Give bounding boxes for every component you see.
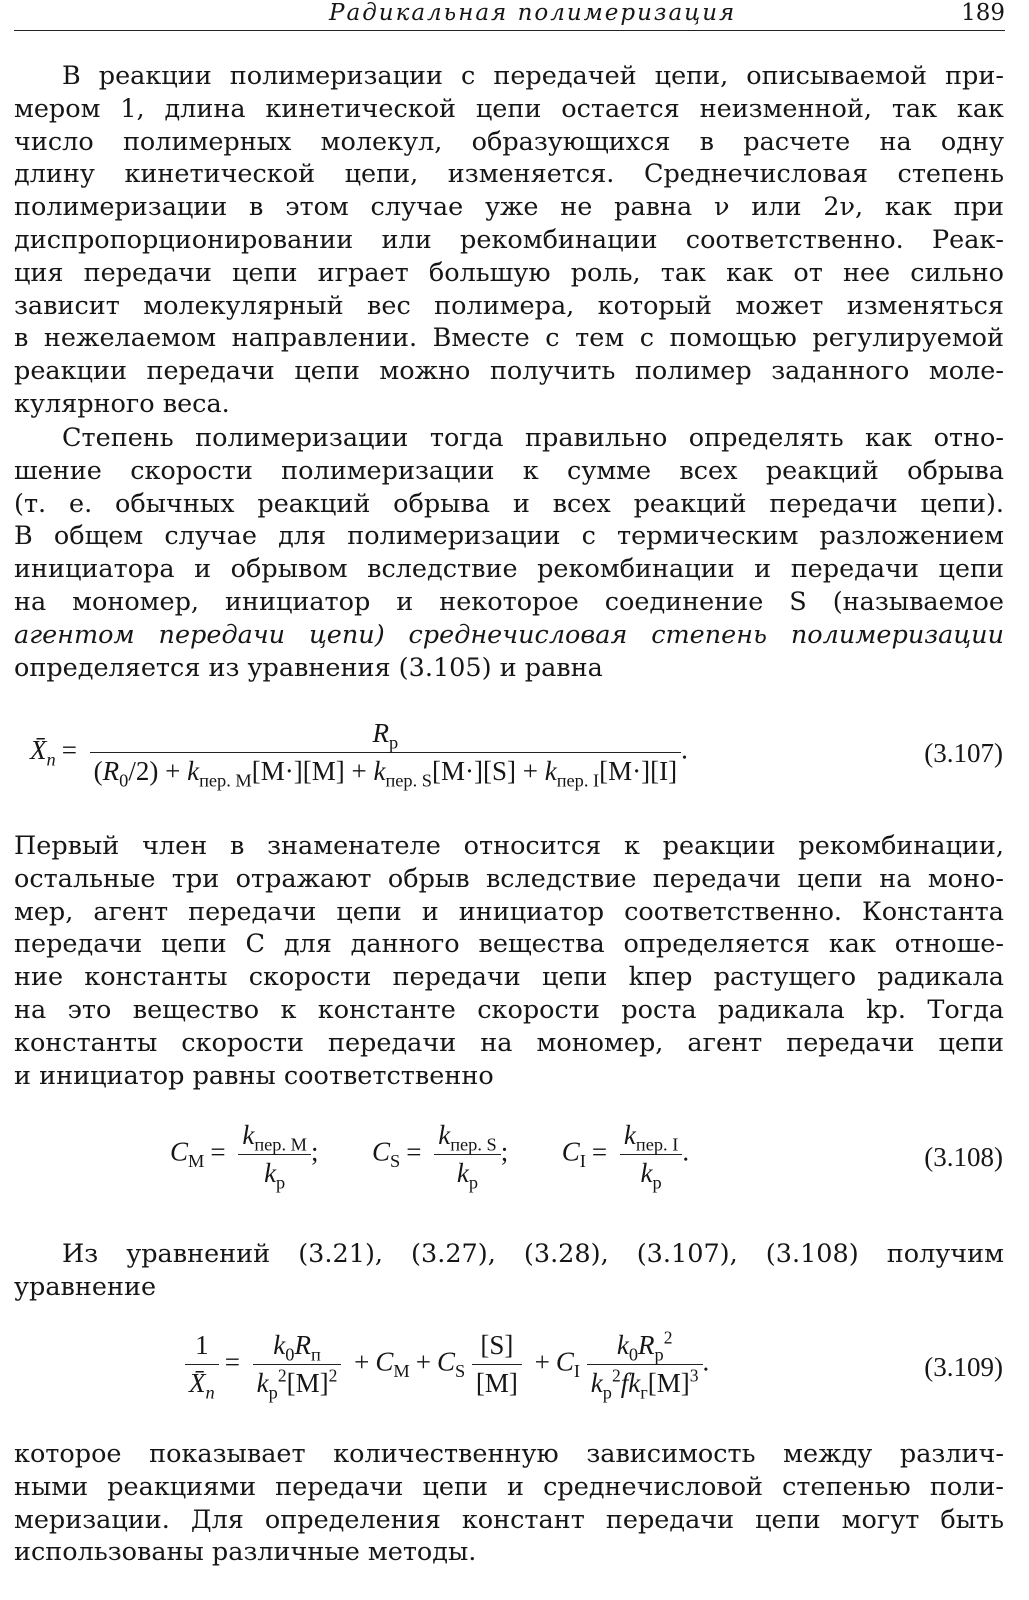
fraction: $\frac{R_р}{(R_0/2) + k_{пер. M}[M\cdot][M] + k_{пер. S}[M\cdot][S] + k_{пер. I}[M\cdot][I]}$ [90,718,681,787]
equation-number: (3.108) [924,1142,1003,1172]
text-line: константы скорости передачи на мономер, агент передачи цепи [14,1027,1004,1058]
text-line: остальные три отражают обрыв вследствие передачи цепи на моно- [14,863,1004,894]
text-line: полимеризации в этом случае уже не равна ν или 2ν, как при [14,192,1004,223]
text-line: диспропорционировании или рекомбинации соответственно. Реак- [14,224,1004,255]
equation-number: (3.109) [924,1352,1003,1382]
text-line: мер, агент передачи цепи и инициатор соответственно. Константа [14,896,1004,927]
text-line: меризации. Для определения констант передачи цепи могут быть [14,1504,1004,1535]
equation-3-107-body: $X̄_n$ = $\frac{R_р}{(R_0/2) + k_{пер. M}[M\cdot][M] + k_{пер. S}[M\cdot][S] + k_{пер. I}[M\cdot][I]}$ . [30,718,688,791]
equation-number: (3.107) [924,738,1003,768]
text-line: на мономер, инициатор и некоторое соединение S (называемое [14,586,1004,617]
page-number: 189 [961,0,1005,26]
text-line: (т. е. обычных реакций обрыва и всех реакций передачи цепи). [14,488,1004,519]
text-line: Первый член в знаменателе относится к реакции рекомбинации, [14,831,1004,861]
text-line: кулярного веса. [14,388,230,419]
equation-3-109-body: $\frac{1}{X̄_n}$ = $\frac{k_0R_п}{k_р^2[M]^2}$ + $C_M + C_S$ $\frac{[S]}{[M]}$ + $C_I$ $\frac{k_0R_р^2}{k_р^2fk_г[M]^3}$ . [185,1330,709,1399]
text-line: инициатора и обрывом вследствие рекомбинации и передачи цепи [14,554,1004,585]
text-line: В общем случае для полимеризации с термическим разложением [14,521,1004,552]
paragraph-3 [14,830,1004,1092]
paragraph-4 [14,1238,1004,1304]
text-line: уравнение [14,1271,157,1302]
text-line: которое показывает количественную зависимость между различ- [14,1439,1004,1469]
paragraph-5 [14,1438,1004,1569]
text-line: мером 1, длина кинетической цепи остается неизменной, так как [14,93,1004,124]
text-line: длину кинетической цепи, изменяется. Среднечисловая степень [14,159,1004,190]
text-line: шение скорости полимеризации к сумме всех реакций обрыва [14,455,1004,486]
text-line: В реакции полимеризации с передачей цепи, описываемой при- [62,61,1004,91]
text-line: на это вещество к константе скорости роста радикала kр. Тогда [14,994,1004,1025]
text-line: определяется из уравнения (3.105) и равна [14,652,603,683]
page-header [14,0,1005,31]
text-line: и инициатор равны соответственно [14,1060,494,1091]
text-line: реакции передачи цепи можно получить полимер заданного моле- [14,356,1004,387]
running-title: Радикальная полимеризация [329,0,737,26]
text-line: число полимерных молекул, образующихся в расчете на одну [14,126,1004,157]
text-line: Степень полимеризации тогда правильно определять как отно- [62,423,1004,453]
text-line: ция передачи цепи играет большую роль, так как от нее сильно [14,257,1004,288]
text-line: зависит молекулярный вес полимера, который может изменяться [14,290,1004,321]
text-line: в нежелаемом направлении. Вместе с тем с помощью регулируемой [14,323,1004,354]
text-line: агентом передачи цепи) среднечисловая степень полимеризации [14,619,1004,650]
text-line: Из уравнений (3.21), (3.27), (3.28), (3.107), (3.108) получим [62,1239,1004,1269]
text-line: передачи цепи C для данного вещества определяется как отноше- [14,929,1004,960]
equation-3-107-denominator: $(R_0/2) + k_{пер. M}[M\cdot][M] + k_{пер. S}[M\cdot][S] + k_{пер. I}[M\cdot][I]$ [90,752,681,787]
text-line: использованы различные методы. [14,1537,477,1568]
text-line: ными реакциями передачи цепи и среднечисловой степенью поли- [14,1471,1004,1502]
text-line: ние константы скорости передачи цепи kпер растущего радикала [14,962,1004,993]
paragraph-1 [14,60,1004,421]
equation-3-108-body: $C_M$ = $\frac{k_{пер. M}}{k_р}$ ; $C_S$ = $\frac{k_{пер. S}}{k_р}$ ; $C_I$ = $\frac{k_{пер. I}}{k_р}$ . [170,1120,690,1193]
paragraph-2 [14,422,1004,684]
